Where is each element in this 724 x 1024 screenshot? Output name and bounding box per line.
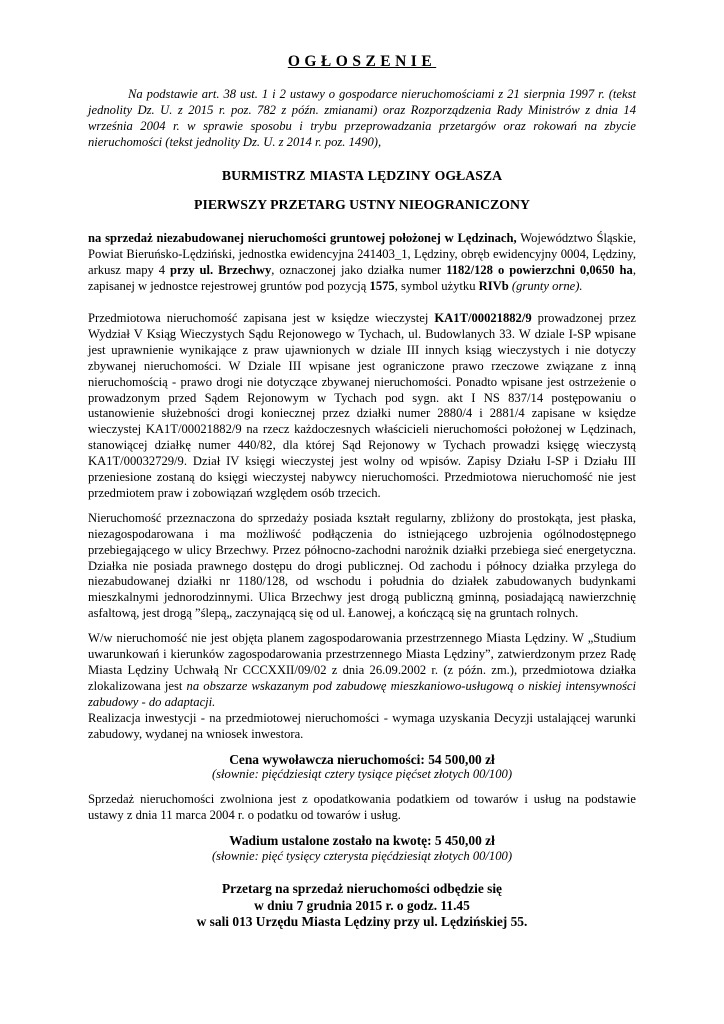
zoning-text: W/w nieruchomość nie jest objęta planem zagospodarowania przestrzennego Miasta Lędziny. W „Studium uwarunkowań i kierunków zagospodarowania przestrzennego Miasta Lędziny”, zatwierdzonym przez Radę Miasta Lędziny Uchwałą Nr CCCXXII/09/02 z dnia 26.09.2002 r. (z późn. zm.), przedmiotowa działka zlokalizowana jest <box>88 631 636 693</box>
announcer-heading: BURMISTRZ MIASTA LĘDZINY OGŁASZA <box>221 167 503 183</box>
land-register-lead: Przedmiotowa nieruchomość zapisana jest w księdze wieczystej <box>88 310 435 325</box>
page-title: OGŁOSZENIE <box>287 53 437 70</box>
land-register-number: KA1T/00021882/9 <box>434 310 532 325</box>
starting-price: Cena wywoławcza nieruchomości: 54 500,00 zł <box>229 751 495 767</box>
deposit-block <box>88 833 636 865</box>
tax-exemption-paragraph: Sprzedaż nieruchomości zwolniona jest z opodatkowania podatkiem od towarów i usług na podstawie ustawy z dnia 11 marca 2004 r. o podatku od towarów i usług. <box>88 792 636 823</box>
zoning-designation: na obszarze wskazanym pod zabudowę mieszkaniowo-usługową o niskiej intensywności zabudowy - do adaptacji. <box>88 678 637 709</box>
plot-number-area: 1182/128 o powierzchni 0,0650 ha <box>446 263 633 278</box>
property-description-paragraph <box>88 231 636 295</box>
land-use-symbol: RIVb <box>478 279 509 294</box>
starting-price-block <box>88 752 636 784</box>
street-name: przy ul. Brzechwy <box>170 263 272 278</box>
plot-label-text: , oznaczonej jako działka numer <box>271 263 447 278</box>
deposit-words: (słownie: pięć tysięcy czterysta pięćdziesiąt złotych 00/100) <box>211 849 513 864</box>
property-location-text: Województwo Śląskie, Powiat Bieruńsko-Lędziński, jednostka ewidencyjna 241403_1, Lędziny, obręb ewidencyjny 0004, Lędziny, arkusz mapy 4 <box>88 231 636 278</box>
land-register-details: prowadzonej przez Wydział V Ksiąg Wieczystych Sądu Rejonowego w Tychach, ul. Budowlanych 33. W dziale I-SP wpisane jest uprawnienie wynikające z praw ujawnionych w dziale III innych ksiąg wieczystych i nie dotyczy zbywanej nieruchomości. W Dziale III wpisane jest ograniczone prawo rzeczowe związane z inną nieruchomością - prawo drogi nie dotyczące zbywanej nieruchomości. Ponadto wpisane jest ostrzeżenie o prowadzonym przed Sądem Rejonowym w Tychach pod sygn. akt I NS 837/14 postępowaniu o ustanowienie służebności drogi koniecznej przez działki numer 2880/4 i 2881/4 zapisane w księdze wieczystej KA1T/00021882/9 na rzecz każdoczesnych właścicieli nieruchomości położonej w Lędzinach, stanowiącej działkę numer 440/82, dla której Sąd Rejonowy w Tychach prowadzi księgę wieczystą KA1T/00032729/9. Dział IV księgi wieczystej jest wolny od wpisów. Zapisy Działu I-SP i Działu III przeniesione zostaną do księgi wieczystej nabywcy nieruchomości. Przedmiotowa nieruchomość nie jest przedmiotem praw i zobowiązań względem osób trzecich. <box>88 310 636 500</box>
starting-price-words: (słownie: pięćdziesiąt cztery tysiące pięćset złotych 00/100) <box>211 767 513 782</box>
tender-date-line-1: Przetarg na sprzedaż nieruchomości odbędzie się <box>221 880 503 896</box>
property-condition-paragraph: Nieruchomość przeznaczona do sprzedaży posiada kształt regularny, zbliżony do prostokąta, jest płaska, niezagospodarowana i ma możliwość podłączenia do istniejącego uzbrojenia ogólnodostępnego przebiegającego w ulicy Brzechwy. Przez północno-zachodni narożnik działki przebiega sieć energetyczna. Działka nie posiada prawnego dostępu do drogi publicznej. Od zachodu i północy działka przylega do niezabudowanej działki nr 1180/128, od wschodu i południa do działek zabudowanych budynkami mieszkalnymi jednorodzinnymi. Ulica Brzechwy jest drogą publiczną gminną, posiadającą nawierzchnię asfaltową, jest drogą ”ślepą„ zaczynającą się od ul. Łanowej, a kończącą się na gruntach rolnych. <box>88 510 636 621</box>
deposit-amount: Wadium ustalone zostało na kwotę: 5 450,00 zł <box>229 833 495 849</box>
tender-heading: PIERWSZY PRZETARG USTNY NIEOGRANICZONY <box>194 197 530 213</box>
investment-requirement-text: Realizacja inwestycji - na przedmiotowej nieruchomości - wymaga uzyskania Decyzji ustalającej warunki zabudowy, wydanej na wniosek inwestora. <box>88 710 636 741</box>
register-position: 1575 <box>369 279 395 294</box>
register-text: , zapisanej w jednostce rejestrowej gruntów pod pozycją <box>88 263 636 294</box>
land-use-label: , symbol użytku <box>394 279 479 294</box>
zoning-paragraph <box>88 631 636 742</box>
property-description-lead: na sprzedaż niezabudowanej nieruchomości gruntowej położonej w Lędzinach, <box>88 231 517 246</box>
legal-basis-paragraph: Na podstawie art. 38 ust. 1 i 2 ustawy o gospodarce nieruchomościami z 21 sierpnia 1997 r. (tekst jednolity Dz. U. z 2015 r. poz. 782 z późn. zmianami) oraz Rozporządzenia Rady Ministrów z dnia 14 września 2004 r. w sprawie sposobu i trybu przeprowadzania przetargów oraz rokowań na zbycie nieruchomości (tekst jednolity Dz. U. z 2014 r. poz. 1490), <box>88 86 636 149</box>
land-register-paragraph <box>88 311 636 502</box>
tender-date-block <box>88 881 636 931</box>
land-use-description: (grunty orne). <box>508 279 583 294</box>
tender-location-line: w sali 013 Urzędu Miasta Lędziny przy ul. Lędzińskiej 55. <box>196 914 528 930</box>
tender-date-line-2: w dniu 7 grudnia 2015 r. o godz. 11.45 <box>254 897 470 913</box>
